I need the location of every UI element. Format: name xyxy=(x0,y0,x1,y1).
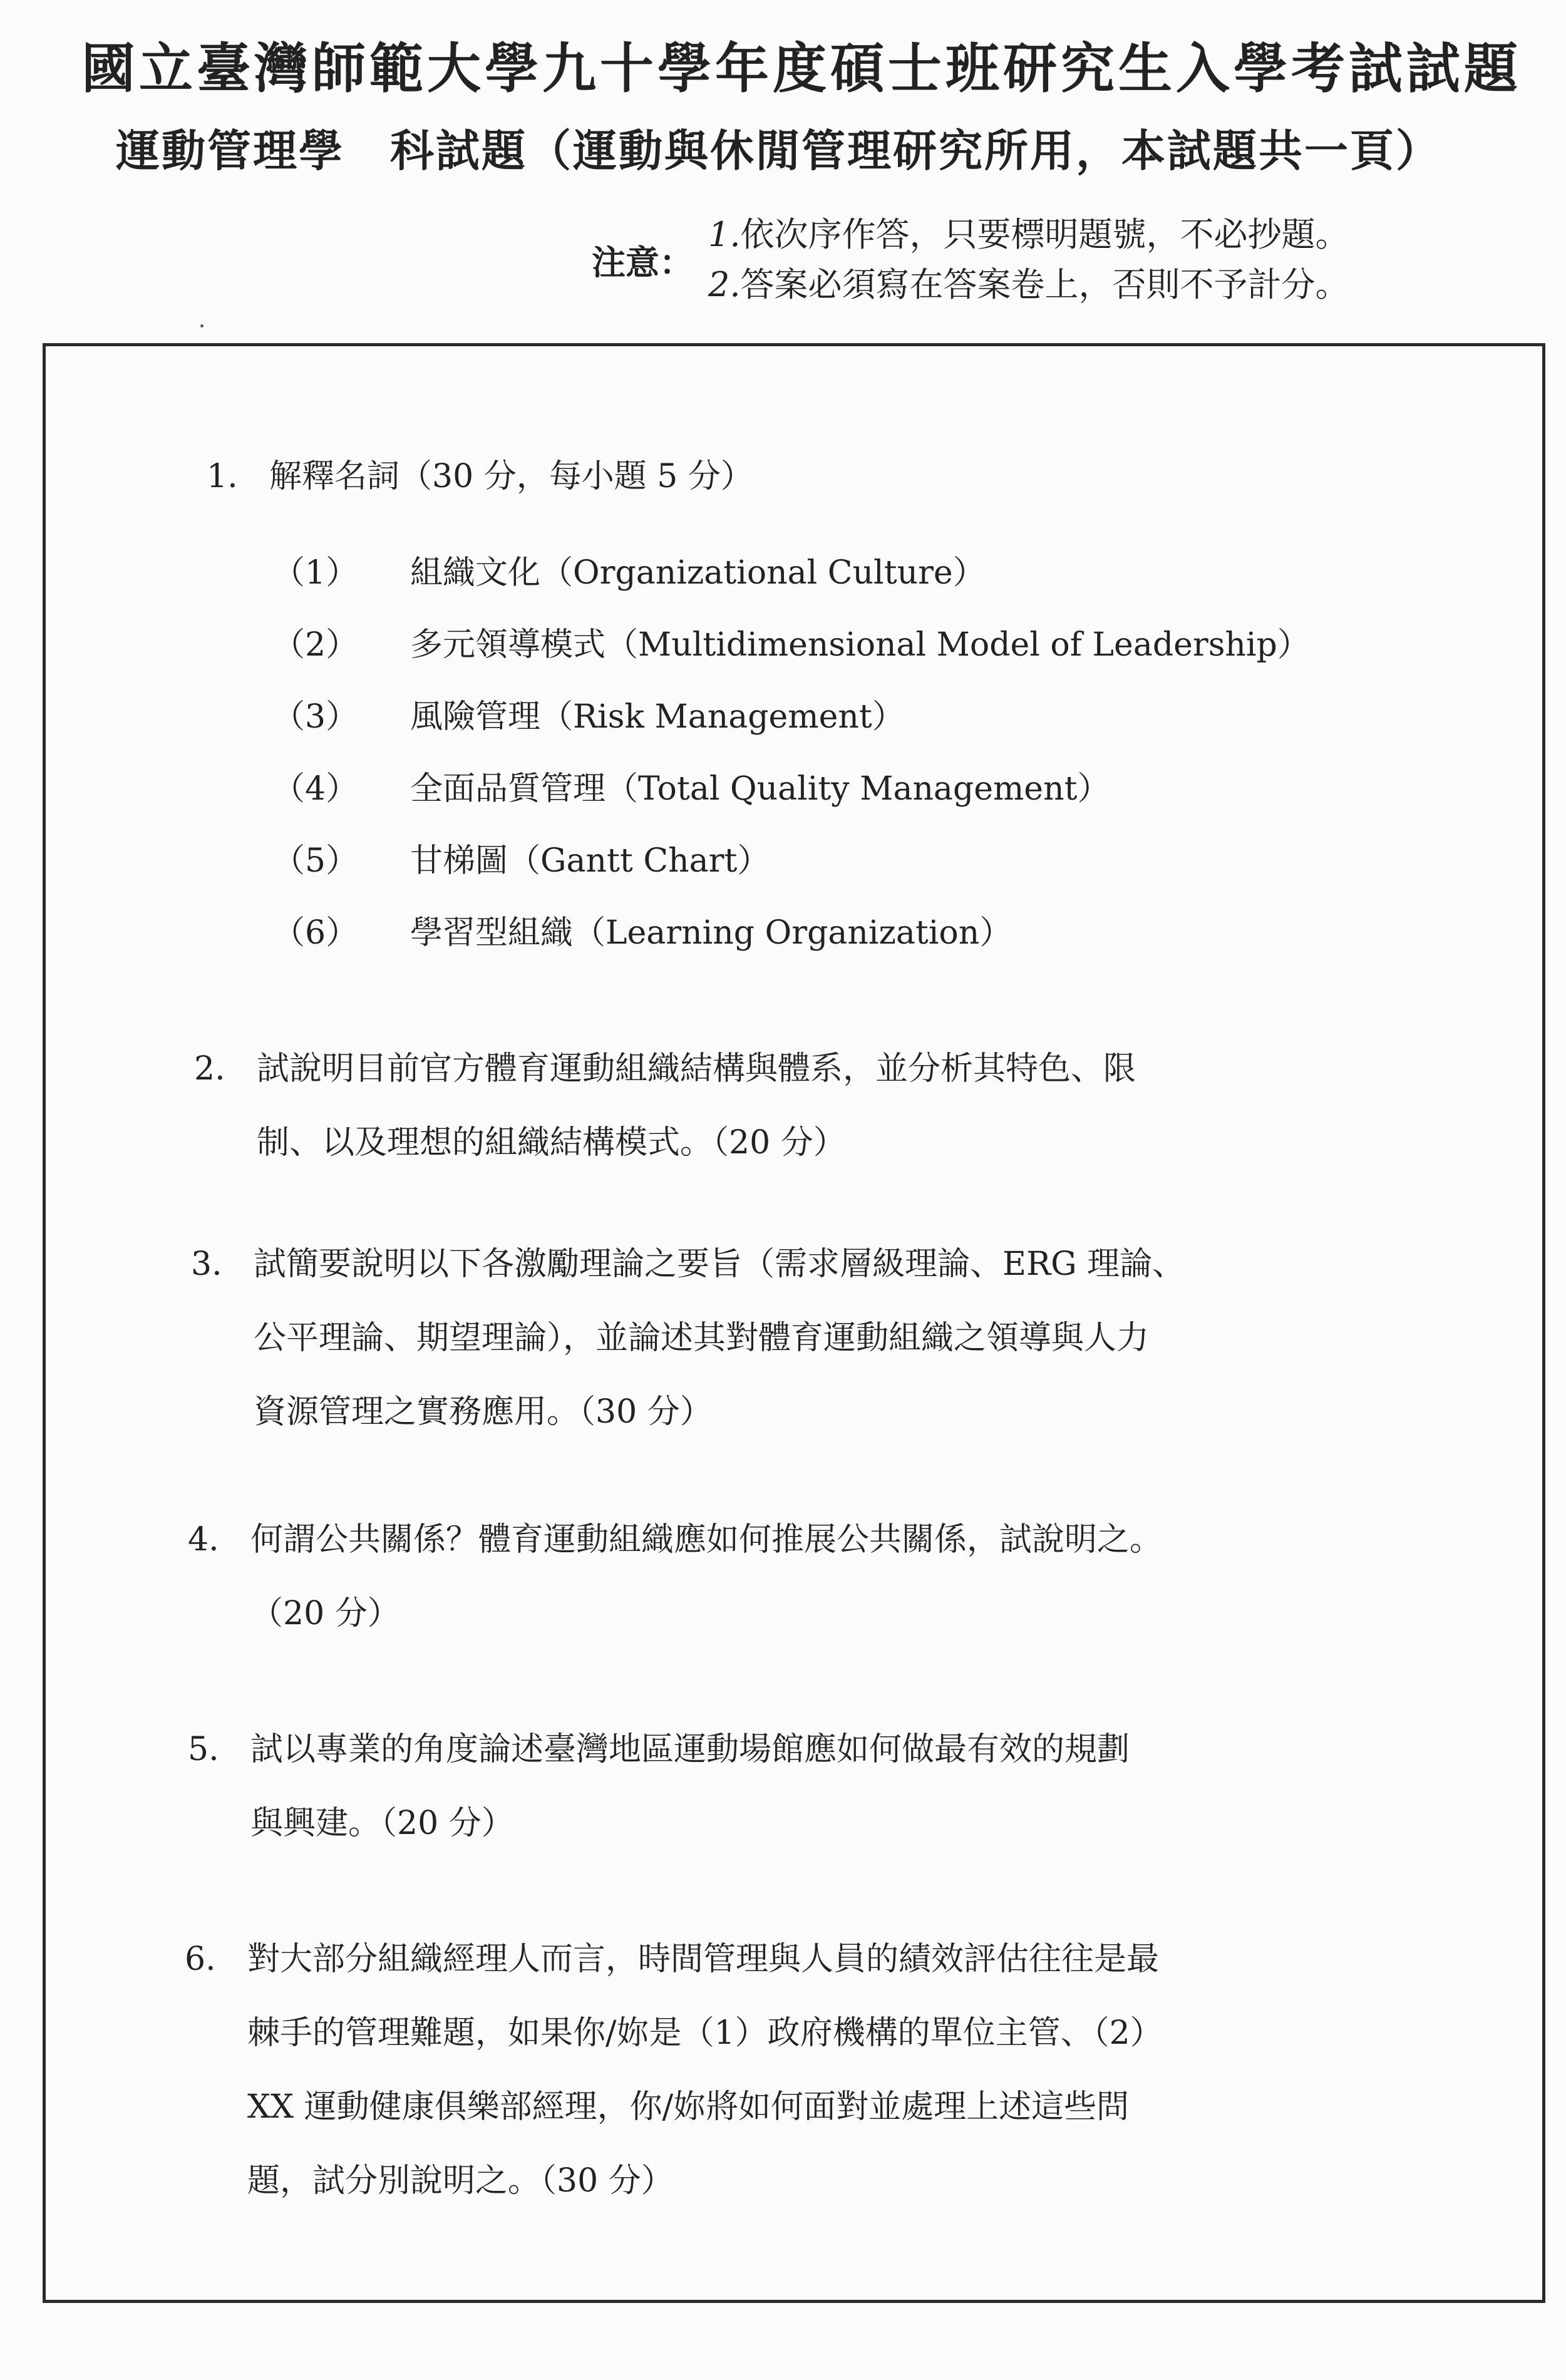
sub-item-1 xyxy=(272,546,986,593)
question-line: 棘手的管理難題，如果你/妳是（1）政府機構的單位主管、（2） xyxy=(247,2014,1163,2052)
question-line: 題，試分別說明之。（30 分） xyxy=(247,2162,674,2200)
question-text: 對大部分組織經理人而言，時間管理與人員的績效評估往往是最 xyxy=(247,1940,1160,1978)
sub-item-text: 組織文化（Organizational Culture） xyxy=(410,554,986,592)
sub-item-3 xyxy=(272,690,905,737)
sub-item-2 xyxy=(272,618,1310,665)
scan-speck xyxy=(200,324,203,327)
question-text: 何謂公共關係？體育運動組織應如何推展公共關係，試說明之。 xyxy=(250,1521,1163,1558)
question-4 xyxy=(188,1503,1162,1651)
note-item xyxy=(708,260,1349,310)
notes-block xyxy=(592,210,1349,310)
question-text: 試簡要說明以下各激勵理論之要旨（需求層級理論、ERG 理論、 xyxy=(254,1245,1185,1283)
note-item xyxy=(708,210,1349,260)
question-number: 4. xyxy=(188,1521,219,1558)
question-line xyxy=(185,1922,1163,1996)
note-text: 依次序作答，只要標明題號，不必抄題。 xyxy=(740,215,1349,254)
question-line xyxy=(188,1713,1130,1786)
question-1 xyxy=(207,440,753,513)
sub-item-5 xyxy=(272,834,770,881)
question-2 xyxy=(194,1032,1136,1180)
sub-item-index: （6） xyxy=(272,914,359,952)
sub-item-index: （5） xyxy=(272,842,359,880)
question-5 xyxy=(188,1713,1130,1860)
sub-item-text: 全面品質管理（Total Quality Management） xyxy=(410,770,1110,808)
exam-title: 國立臺灣師範大學九十學年度碩士班研究生入學考試試題 xyxy=(81,37,1522,100)
sub-item-text: 風險管理（Risk Management） xyxy=(410,698,905,736)
notes-label: 注意： xyxy=(592,242,693,282)
question-line xyxy=(188,1503,1162,1577)
question-line xyxy=(191,1227,1185,1301)
sub-item-index: （3） xyxy=(272,698,359,736)
question-line xyxy=(194,1032,1136,1106)
question-line: 公平理論、期望理論），並論述其對體育運動組織之領導與人力 xyxy=(254,1319,1150,1357)
question-6 xyxy=(185,1922,1163,2218)
sub-item-index: （4） xyxy=(272,770,359,808)
note-number: 1. xyxy=(708,215,741,254)
question-line: 與興建。（20 分） xyxy=(250,1805,514,1842)
sub-item-4 xyxy=(272,762,1110,809)
note-text: 答案必須寫在答案卷上，否則不予計分。 xyxy=(740,265,1349,304)
notes-list xyxy=(708,210,1349,310)
question-number: 1. xyxy=(207,458,238,495)
note-number: 2. xyxy=(708,265,741,304)
question-line: 資源管理之實務應用。（30 分） xyxy=(254,1393,713,1431)
sub-item-index: （2） xyxy=(272,626,359,664)
question-number: 3. xyxy=(191,1245,222,1283)
question-line: XX 運動健康俱樂部經理，你/妳將如何面對並處理上述這些問 xyxy=(247,2088,1130,2126)
sub-item-text: 學習型組織（Learning Organization） xyxy=(410,914,1012,952)
sub-item-6 xyxy=(272,906,1012,953)
sub-item-text: 甘梯圖（Gantt Chart） xyxy=(410,842,770,880)
question-number: 2. xyxy=(194,1050,225,1088)
question-text: 試說明目前官方體育運動組織結構與體系，並分析其特色、限 xyxy=(257,1050,1136,1088)
question-line: （20 分） xyxy=(250,1595,400,1632)
sub-item-index: （1） xyxy=(272,554,359,592)
question-number: 6. xyxy=(185,1940,216,1978)
question-number: 5. xyxy=(188,1731,219,1768)
question-text: 試以專業的角度論述臺灣地區運動場館應如何做最有效的規劃 xyxy=(250,1731,1130,1768)
question-line: 制、以及理想的組織結構模式。（20 分） xyxy=(257,1124,846,1162)
exam-subtitle: 運動管理學 科試題（運動與休閒管理研究所用，本試題共一頁） xyxy=(116,125,1441,177)
sub-item-text: 多元領導模式（Multidimensional Model of Leadership） xyxy=(410,626,1310,664)
question-text: 解釋名詞（30 分，每小題 5 分） xyxy=(269,458,753,495)
question-3 xyxy=(191,1227,1185,1449)
